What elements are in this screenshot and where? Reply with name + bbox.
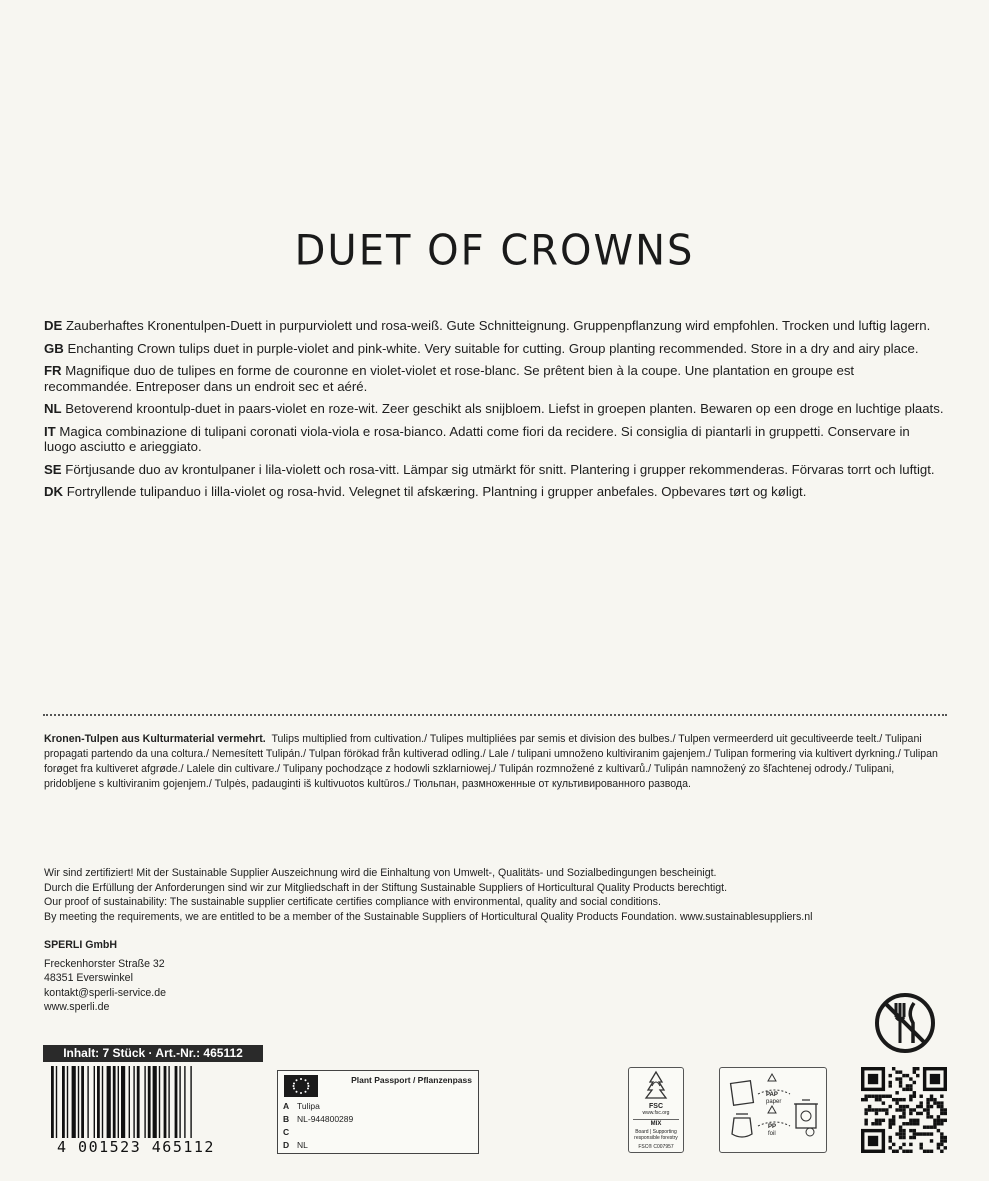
passport-row-a: A Tulipa [283, 1101, 320, 1111]
cert-line: Durch die Erfüllung der Anforderungen sind wir zur Mitgliedschaft in der Stiftung Sustainable Suppliers of Horticultural Quality Products berechtigt. [44, 881, 728, 894]
fsc-claim: Board | Supporting responsible forestry [634, 1129, 678, 1141]
foil-label: foil [768, 1131, 776, 1137]
language-descriptions [44, 318, 944, 507]
barcode-bars [43, 1066, 265, 1138]
cert-line: Wir sind zertifiziert! Mit der Sustainable Supplier Auszeichnung wird die Einhaltung von Umwelt-, Qualitäts- und Sozialbedingungen bescheinigt. [44, 867, 717, 879]
passport-row-b: B NL-944800289 [283, 1114, 354, 1124]
certification-text [44, 866, 924, 924]
company-website: www.sperli.de [44, 1001, 110, 1013]
description-de: DE Zauberhaftes Kronentulpen-Duett in purpurviolett und rosa-weiß. Gute Schnitteignung. Gruppenpflanzung wird empfohlen. Trocken und luftig lagern. [44, 318, 931, 333]
paper-label: paper [766, 1099, 782, 1105]
passport-title: Plant Passport / Pflanzenpass [351, 1075, 472, 1085]
description-fr: FR Magnifique duo de tulipes en forme de couronne en violet-violet et rose-blanc. Se prêtent bien à la coupe. Une plantation en groupe est recommandée. Entreposer dans un endroit sec et aéré. [44, 363, 855, 394]
fsc-site: www.fsc.org [642, 1110, 670, 1116]
barcode [43, 1066, 265, 1158]
qr-code[interactable] [861, 1067, 947, 1153]
cultivation-lead: Kronen-Tulpen aus Kulturmaterial vermehrt. [44, 733, 266, 745]
paper-code: PAP [766, 1092, 778, 1098]
eu-flag-icon [284, 1075, 318, 1097]
description-it: IT Magica combinazione di tulipani coronati viola-viola e rosa-bianco. Adatti come fiori da recidere. Si consiglia di piantarli in gruppetti. Conservare in luogo asciutto e arieggiato. [44, 423, 910, 454]
content-label: Inhalt: 7 Stück · Art.-Nr.: 465112 [43, 1045, 263, 1062]
fsc-logo [628, 1067, 684, 1153]
dotted-divider [43, 714, 947, 716]
cert-line: By meeting the requirements, we are entitled to be a member of the Sustainable Suppliers of Horticultural Quality Products Foundation. www.sustainablesuppliers.nl [44, 910, 813, 923]
company-street: Freckenhorster Straße 32 [44, 957, 165, 970]
fsc-mix: MIX [650, 1121, 662, 1127]
passport-row-d: D NL [283, 1140, 308, 1150]
company-email: kontakt@sperli-service.de [44, 986, 167, 999]
fsc-label: FSC [649, 1103, 663, 1110]
description-nl: NL Betoverend kroontulp-duet in paars-violet en roze-wit. Zeer geschikt als snijbloem. Liefst in groepen planten. Bewaren op een droge en luchtige plaats. [44, 401, 944, 416]
recycling-icon [720, 1068, 826, 1152]
cert-line: Our proof of sustainability: The sustainable supplier certificate certifies compliance with environmental, quality and social conditions. [44, 896, 661, 908]
cultivation-text: Tulips multiplied from cultivation./ Tulipes multipliées par semis et division des bulbes./ Tulpen vermeerderd uit gecultiveerde teelt./ Tulipani propagati partendo da una coltura./ Nemesített Tulipán./ Tulpan förökad från kultiverad odling./ Lale / tulipani umnoženo kultiviranim gajenjem./ Tulipan formering via kultivert dyrkning./ Tulipan forøget fra kultiveret afgrøde./ Lalele din cultivare./ Tulipany pochodzące z hodowli szklarniowej./ Tulipán rozmnožené z kultivarů./ Tulipán namnožený zo šľachtenej odrody./ Tulipani, pridobljene s kultiviranim gojenjem./ Tulpės, padauginti iš kultivuotos kultūros./ Тюльпан, размноженные от культивированного развода. [44, 733, 938, 790]
fsc-tree-icon [630, 1068, 682, 1104]
fsc-code: FSC® C007957 [638, 1144, 674, 1150]
company-city: 48351 Everswinkel [44, 972, 133, 984]
description-dk: DK Fortryllende tulipanduo i lilla-violet og rosa-hvid. Velegnet til afskæring. Plantning i grupper anbefales. Opbevares tørt og køligt. [44, 484, 807, 499]
barcode-number: 4 001523 465112 [57, 1138, 215, 1156]
not-for-consumption-icon [873, 991, 937, 1055]
passport-row-c: C [283, 1127, 290, 1137]
description-gb: GB Enchanting Crown tulips duet in purple-violet and pink-white. Very suitable for cutting. Group planting recommended. Store in a dry and airy place. [44, 340, 919, 356]
plant-passport [277, 1070, 479, 1154]
cultivation-note [44, 732, 949, 792]
product-title: DUET OF CROWNS [294, 226, 695, 276]
description-se: SE Förtjusande duo av krontulpaner i lila-violett och rosa-vitt. Lämpar sig utmärkt för snitt. Plantering i grupper rekommenderas. Förvaras torrt och luftigt. [44, 461, 935, 477]
company-address [44, 938, 166, 1015]
foil-code: PP [768, 1124, 777, 1130]
recycling-info [719, 1067, 827, 1153]
company-name: SPERLI GmbH [44, 939, 117, 951]
